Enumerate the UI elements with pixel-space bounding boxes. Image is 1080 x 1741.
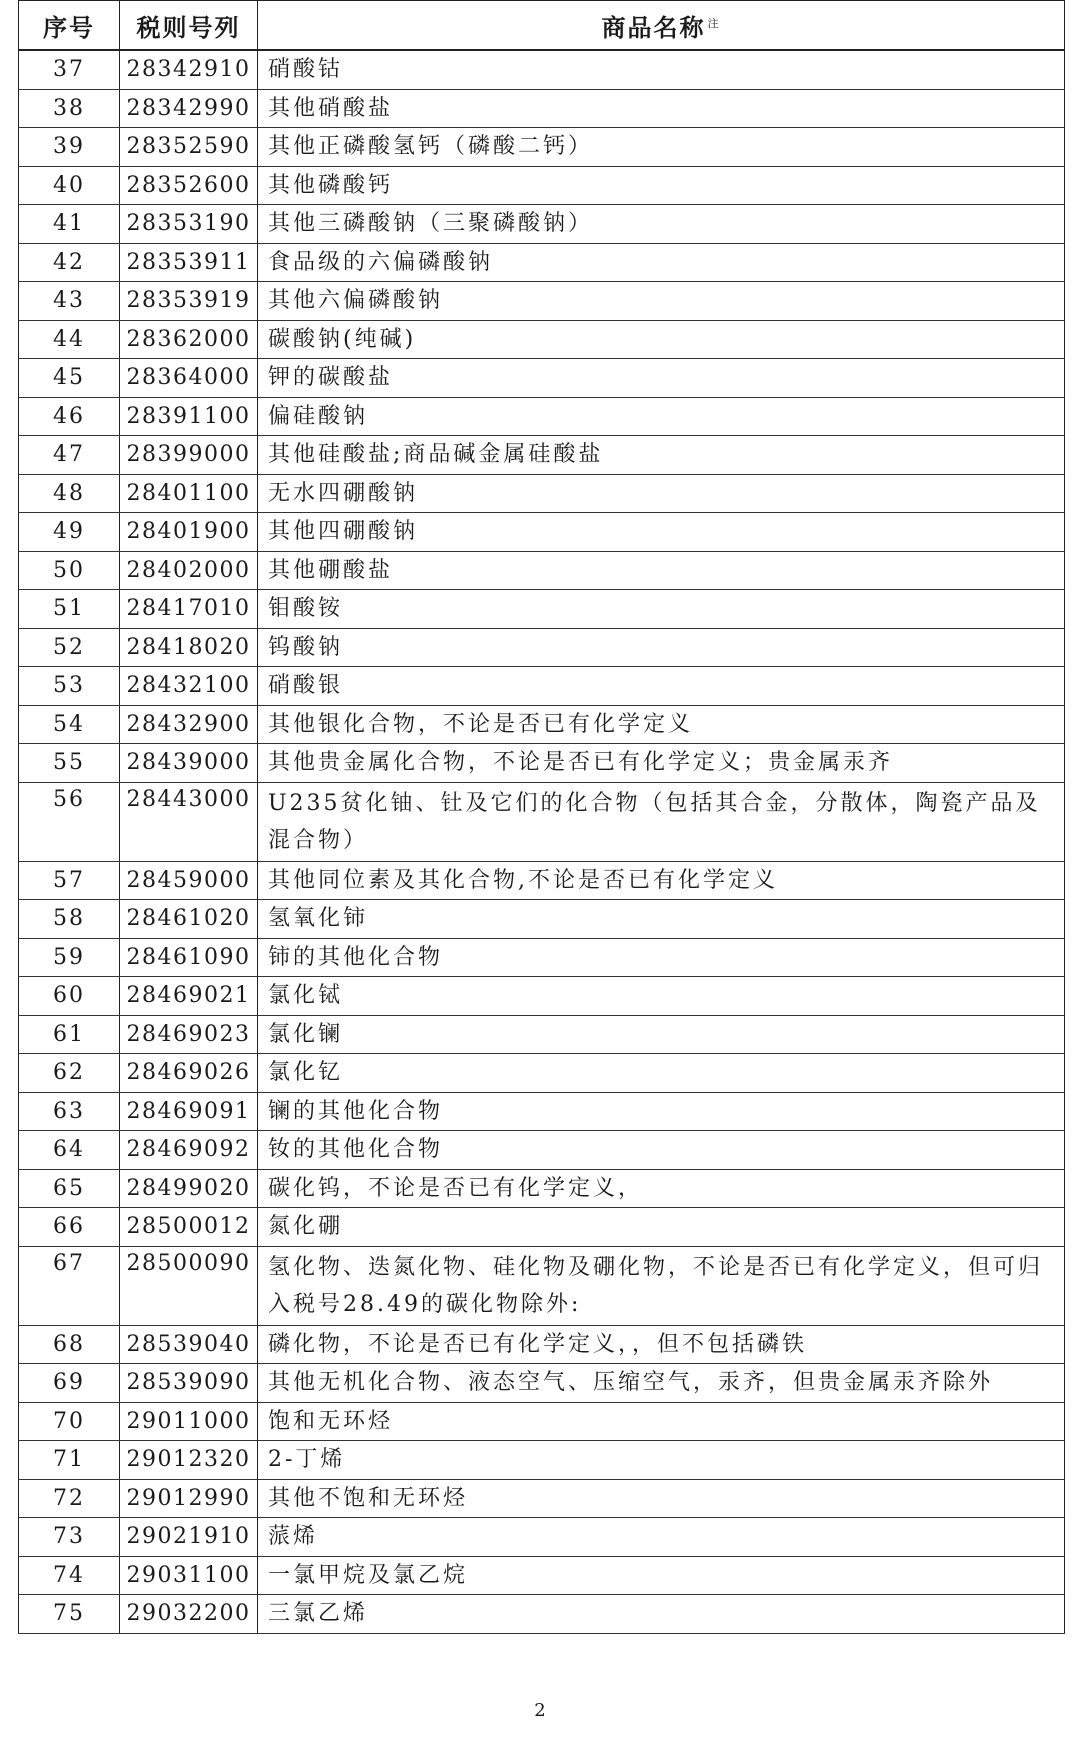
row-name: 饱和无环烃 [258,1402,1065,1441]
row-code: 28401900 [120,513,258,552]
row-code: 28539040 [120,1325,258,1364]
row-name: 其他磷酸钙 [258,166,1065,205]
row-name: 其他四硼酸钠 [258,513,1065,552]
table-row [19,782,1065,861]
row-code: 28500090 [120,1246,258,1325]
row-index: 51 [19,590,120,629]
row-name: 氯化镧 [258,1015,1065,1054]
row-index: 68 [19,1325,120,1364]
row-name: 镧的其他化合物 [258,1092,1065,1131]
row-code: 28432100 [120,667,258,706]
table-row [19,705,1065,744]
row-code: 28443000 [120,782,258,861]
row-name: 其他硼酸盐 [258,551,1065,590]
table-row [19,50,1065,89]
row-code: 29031100 [120,1556,258,1595]
row-code: 28461020 [120,900,258,939]
row-name: 氢氧化铈 [258,900,1065,939]
row-code: 28353919 [120,282,258,321]
row-name: 无水四硼酸钠 [258,474,1065,513]
table-row [19,166,1065,205]
row-name: 氯化钇 [258,1054,1065,1093]
table-row [19,474,1065,513]
row-index: 44 [19,320,120,359]
row-code: 28399000 [120,436,258,475]
row-index: 41 [19,205,120,244]
row-index: 55 [19,744,120,783]
row-name: 氢化物、迭氮化物、硅化物及硼化物，不论是否已有化学定义，但可归入税号28.49的碳化物除外: [258,1246,1065,1325]
table-row [19,628,1065,667]
row-index: 57 [19,861,120,900]
table-row [19,861,1065,900]
table-row [19,436,1065,475]
row-index: 64 [19,1131,120,1170]
row-index: 75 [19,1595,120,1634]
table-row [19,89,1065,128]
row-index: 71 [19,1441,120,1480]
table-row [19,1054,1065,1093]
table-row [19,282,1065,321]
row-name: 其他六偏磷酸钠 [258,282,1065,321]
table-row [19,397,1065,436]
row-name: 其他三磷酸钠（三聚磷酸钠） [258,205,1065,244]
row-index: 50 [19,551,120,590]
row-code: 28439000 [120,744,258,783]
header-index: 序号 [19,1,120,51]
row-index: 53 [19,667,120,706]
row-index: 72 [19,1479,120,1518]
table-row [19,359,1065,398]
row-name: 钼酸铵 [258,590,1065,629]
table-row [19,1131,1065,1170]
row-index: 38 [19,89,120,128]
table-row [19,1441,1065,1480]
row-index: 48 [19,474,120,513]
row-index: 45 [19,359,120,398]
table-row [19,243,1065,282]
tariff-table-sheet [18,0,1064,1634]
row-name: 一氯甲烷及氯乙烷 [258,1556,1065,1595]
row-name: 2-丁烯 [258,1441,1065,1480]
row-name: 钕的其他化合物 [258,1131,1065,1170]
row-code: 28391100 [120,397,258,436]
row-name: 蒎烯 [258,1518,1065,1557]
row-code: 28401100 [120,474,258,513]
row-code: 28500012 [120,1208,258,1247]
table-row [19,1015,1065,1054]
row-name: 食品级的六偏磷酸钠 [258,243,1065,282]
table-row [19,1556,1065,1595]
row-name: 硝酸银 [258,667,1065,706]
row-index: 39 [19,128,120,167]
table-row [19,1246,1065,1325]
table-row [19,590,1065,629]
table-row [19,513,1065,552]
table-row [19,205,1065,244]
row-index: 43 [19,282,120,321]
row-name: 碳酸钠(纯碱) [258,320,1065,359]
row-code: 28364000 [120,359,258,398]
row-name: 其他硅酸盐;商品碱金属硅酸盐 [258,436,1065,475]
row-code: 28352600 [120,166,258,205]
header-note-mark: 注 [707,16,721,30]
row-code: 28362000 [120,320,258,359]
row-index: 37 [19,50,120,89]
row-code: 29021910 [120,1518,258,1557]
table-row [19,1169,1065,1208]
row-name: 铈的其他化合物 [258,938,1065,977]
row-code: 28352590 [120,128,258,167]
row-name: 磷化物，不论是否已有化学定义，，但不包括磷铁 [258,1325,1065,1364]
row-name: 三氯乙烯 [258,1595,1065,1634]
row-code: 28499020 [120,1169,258,1208]
page-number: 2 [534,1700,546,1721]
row-name: 其他无机化合物、液态空气、压缩空气，汞齐，但贵金属汞齐除外 [258,1364,1065,1403]
row-name: 氮化硼 [258,1208,1065,1247]
row-index: 65 [19,1169,120,1208]
row-index: 47 [19,436,120,475]
table-row [19,938,1065,977]
row-code: 28402000 [120,551,258,590]
table-row [19,1595,1065,1634]
row-name: 其他贵金属化合物，不论是否已有化学定义；贵金属汞齐 [258,744,1065,783]
row-code: 28417010 [120,590,258,629]
row-code: 28469023 [120,1015,258,1054]
table-row [19,551,1065,590]
row-index: 49 [19,513,120,552]
table-row [19,1518,1065,1557]
row-code: 29012320 [120,1441,258,1480]
row-name: 其他银化合物，不论是否已有化学定义 [258,705,1065,744]
row-index: 42 [19,243,120,282]
row-index: 59 [19,938,120,977]
row-code: 28469092 [120,1131,258,1170]
row-index: 63 [19,1092,120,1131]
row-name: 偏硅酸钠 [258,397,1065,436]
row-code: 29011000 [120,1402,258,1441]
row-name: 其他不饱和无环烃 [258,1479,1065,1518]
table-row [19,320,1065,359]
table-row [19,977,1065,1016]
row-name: 钨酸钠 [258,628,1065,667]
table-row [19,1402,1065,1441]
row-index: 61 [19,1015,120,1054]
row-code: 28469021 [120,977,258,1016]
table-row [19,900,1065,939]
table-row [19,1479,1065,1518]
row-code: 28469026 [120,1054,258,1093]
row-index: 60 [19,977,120,1016]
row-name: 其他正磷酸氢钙（磷酸二钙） [258,128,1065,167]
row-index: 69 [19,1364,120,1403]
table-row [19,1092,1065,1131]
row-name: 其他同位素及其化合物,不论是否已有化学定义 [258,861,1065,900]
row-index: 62 [19,1054,120,1093]
row-code: 29032200 [120,1595,258,1634]
row-code: 28469091 [120,1092,258,1131]
row-code: 28461090 [120,938,258,977]
row-code: 28539090 [120,1364,258,1403]
table-row [19,744,1065,783]
row-name: 其他硝酸盐 [258,89,1065,128]
header-name: 商品名称 $^注$ [258,1,1065,51]
row-name: 碳化钨，不论是否已有化学定义， [258,1169,1065,1208]
row-code: 28418020 [120,628,258,667]
row-index: 74 [19,1556,120,1595]
table-row [19,128,1065,167]
table-row [19,667,1065,706]
row-name: 硝酸钴 [258,50,1065,89]
row-index: 56 [19,782,120,861]
row-name: 氯化铽 [258,977,1065,1016]
row-name: U235贫化铀、钍及它们的化合物（包括其合金，分散体，陶瓷产品及混合物） [258,782,1065,861]
table-row [19,1364,1065,1403]
row-index: 54 [19,705,120,744]
row-code: 29012990 [120,1479,258,1518]
table-header [19,1,1065,51]
row-code: 28342910 [120,50,258,89]
row-code: 28432900 [120,705,258,744]
row-code: 28353190 [120,205,258,244]
row-code: 28353911 [120,243,258,282]
table-row [19,1325,1065,1364]
tariff-table [18,0,1065,1634]
row-name: 钾的碳酸盐 [258,359,1065,398]
row-index: 66 [19,1208,120,1247]
row-code: 28459000 [120,861,258,900]
table-row [19,1208,1065,1247]
row-index: 40 [19,166,120,205]
header-code: 税则号列 [120,1,258,51]
row-index: 73 [19,1518,120,1557]
row-code: 28342990 [120,89,258,128]
row-index: 70 [19,1402,120,1441]
row-index: 46 [19,397,120,436]
table-body [19,50,1065,1633]
row-index: 58 [19,900,120,939]
row-index: 67 [19,1246,120,1325]
row-index: 52 [19,628,120,667]
